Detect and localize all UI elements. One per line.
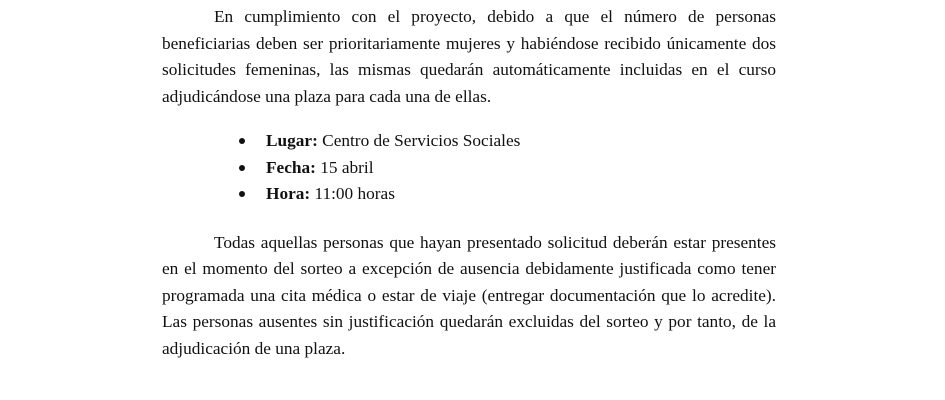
bullet-icon xyxy=(239,138,245,144)
detail-item-lugar xyxy=(236,128,776,155)
detail-value: Centro de Servicios Sociales xyxy=(322,131,521,150)
detail-label: Lugar: xyxy=(266,131,323,150)
detail-value: 11:00 horas xyxy=(314,184,395,203)
bullet-icon xyxy=(239,191,245,197)
detail-label: Fecha: xyxy=(266,157,321,177)
bullet-icon xyxy=(239,165,245,171)
attendance-paragraph: Todas aquellas personas que hayan presentado solicitud deberán estar presentes en el momento del sorteo a excepción de ausencia debidamente justificada como tener programada una cita médica o estar de viaje (entregar documentación que lo acredite). Las personas ausentes sin justificación quedarán excluidas del sorteo y por tanto, de la adjudicación de una plaza. xyxy=(162,232,776,358)
details-list xyxy=(162,128,776,208)
document-page xyxy=(162,4,776,362)
detail-value: 15 abril xyxy=(320,157,374,177)
detail-item-fecha xyxy=(236,155,776,182)
detail-label: Hora: xyxy=(266,184,315,203)
intro-paragraph: En cumplimiento con el proyecto, debido a que el número de personas beneficiarias deben ser prioritariamente mujeres y habiéndose recibido únicamente dos solicitudes femeninas, las mismas quedarán automáticamente incluidas en el curso adjudicándose una plaza para cada una de ellas. xyxy=(162,7,776,106)
detail-item-hora xyxy=(236,181,776,208)
